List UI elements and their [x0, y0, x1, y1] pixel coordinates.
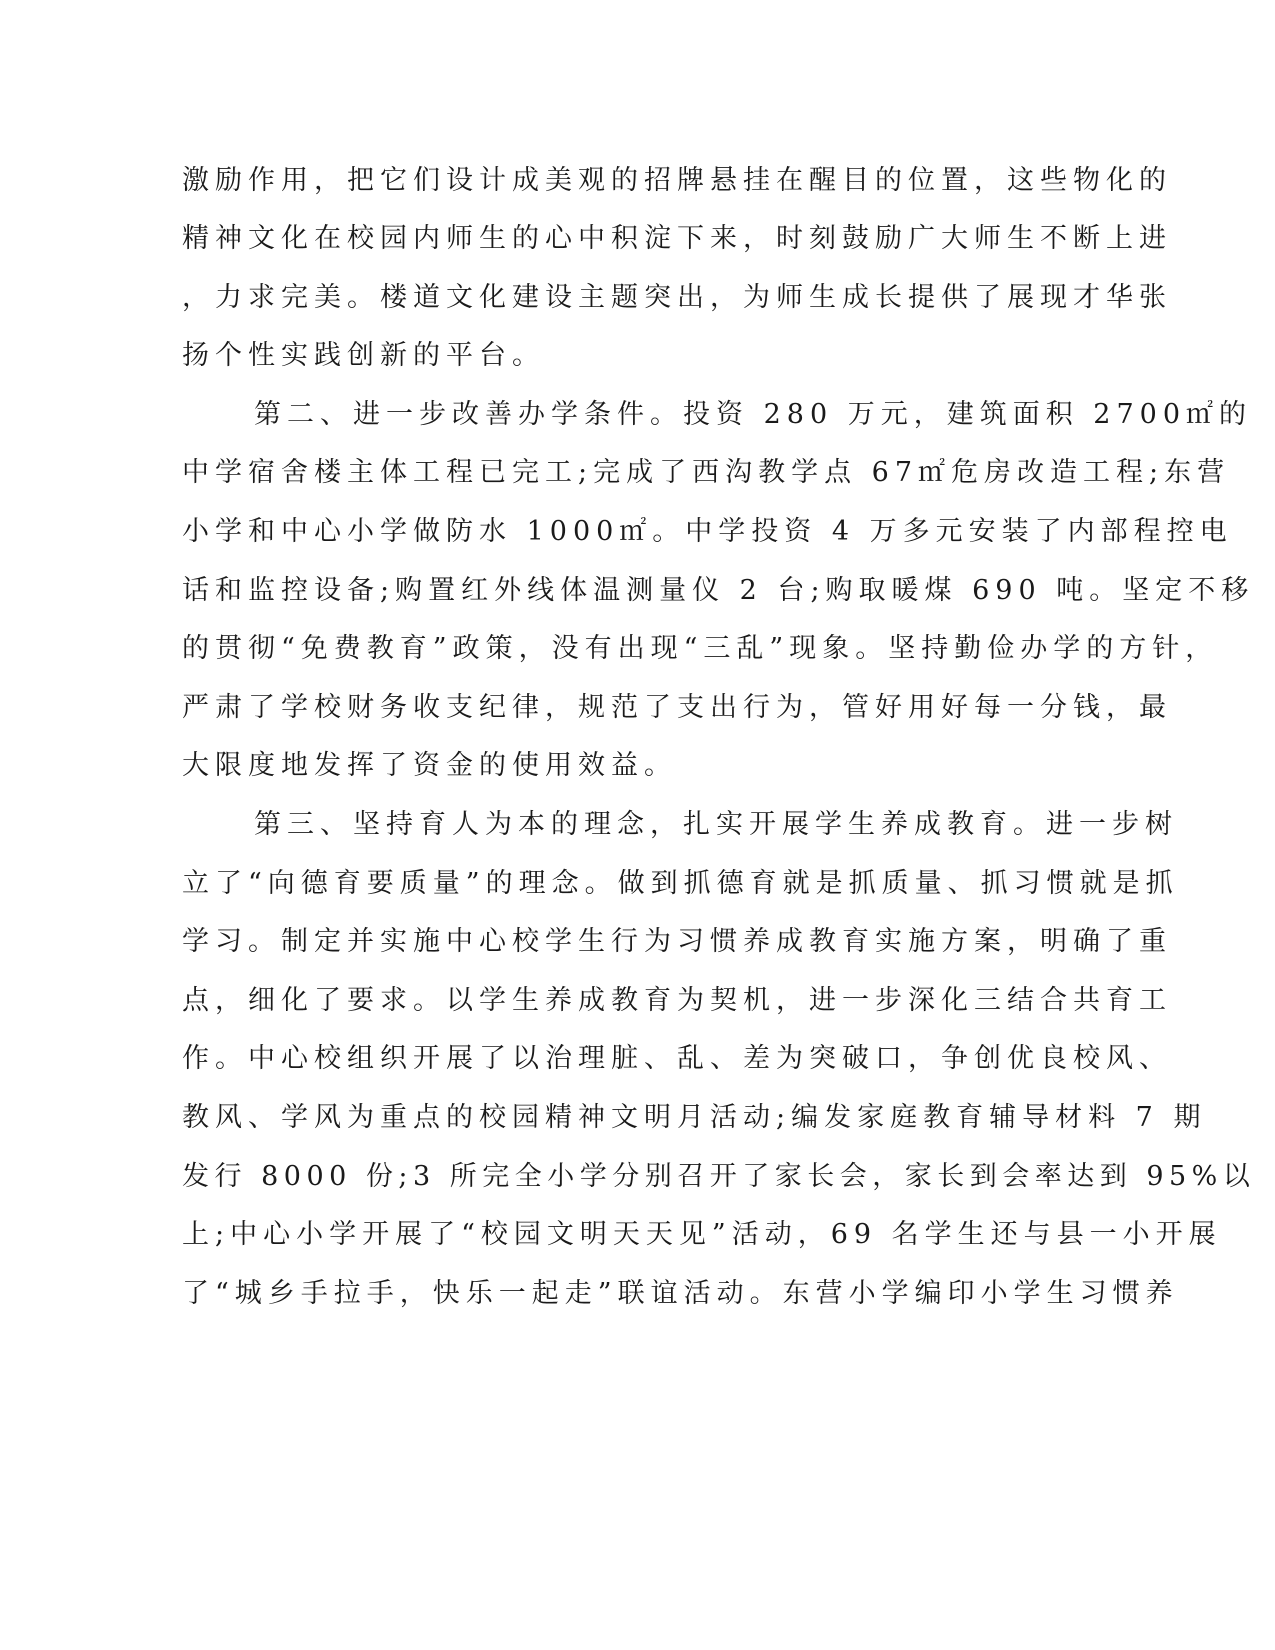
- text-line-14: 学习。制定并实施中心校学生行为习惯养成教育实施方案，明确了重: [182, 926, 1172, 957]
- text-line-13: 立了“向德育要质量”的理念。做到抓德育就是抓质量、抓习惯就是抓: [182, 868, 1179, 899]
- text-line-16: 作。中心校组织开展了以治理脏、乱、差为突破口，争创优良校风、: [182, 1043, 1172, 1074]
- text-line-10: 严肃了学校财务收支纪律，规范了支出行为，管好用好每一分钱，最: [182, 692, 1172, 723]
- text-line-2: 精神文化在校园内师生的心中积淀下来，时刻鼓励广大师生不断上进: [182, 223, 1172, 254]
- text-line-3: ，力求完美。楼道文化建设主题突出，为师生成长提供了展现才华张: [182, 282, 1172, 313]
- paragraph-3-line-1: 第三、坚持育人为本的理念，扎实开展学生养成教育。进一步树: [254, 809, 1178, 840]
- text-line-19: 上;中心小学开展了“校园文明天天见”活动，69 名学生还与县一小开展: [182, 1219, 1222, 1250]
- text-line-9: 的贯彻“免费教育”政策，没有出现“三乱”现象。坚持勤俭办学的方针，: [182, 633, 1219, 664]
- text-line-15: 点，细化了要求。以学生养成教育为契机，进一步深化三结合共育工: [182, 985, 1172, 1016]
- text-line-17: 教风、学风为重点的校园精神文明月活动;编发家庭教育辅导材料 7 期: [182, 1102, 1207, 1133]
- text-line-6: 中学宿舍楼主体工程已完工;完成了西沟教学点 67㎡危房改造工程;东营: [182, 457, 1231, 488]
- text-line-8: 话和监控设备;购置红外线体温测量仪 2 台;购取暖煤 690 吨。坚定不移: [182, 575, 1255, 606]
- text-line-20: 了“城乡手拉手，快乐一起走”联谊活动。东营小学编印小学生习惯养: [182, 1278, 1179, 1309]
- text-line-4: 扬个性实践创新的平台。: [182, 340, 545, 371]
- text-line-7: 小学和中心小学做防水 1000㎡。中学投资 4 万多元安装了内部程控电: [182, 516, 1233, 547]
- text-line-18: 发行 8000 份;3 所完全小学分别召开了家长会，家长到会率达到 95%以: [182, 1161, 1256, 1192]
- paragraph-2-line-1: 第二、进一步改善办学条件。投资 280 万元，建筑面积 2700㎡的: [254, 399, 1252, 430]
- text-line-1: 激励作用，把它们设计成美观的招牌悬挂在醒目的位置，这些物化的: [182, 165, 1172, 196]
- text-line-11: 大限度地发挥了资金的使用效益。: [182, 750, 677, 781]
